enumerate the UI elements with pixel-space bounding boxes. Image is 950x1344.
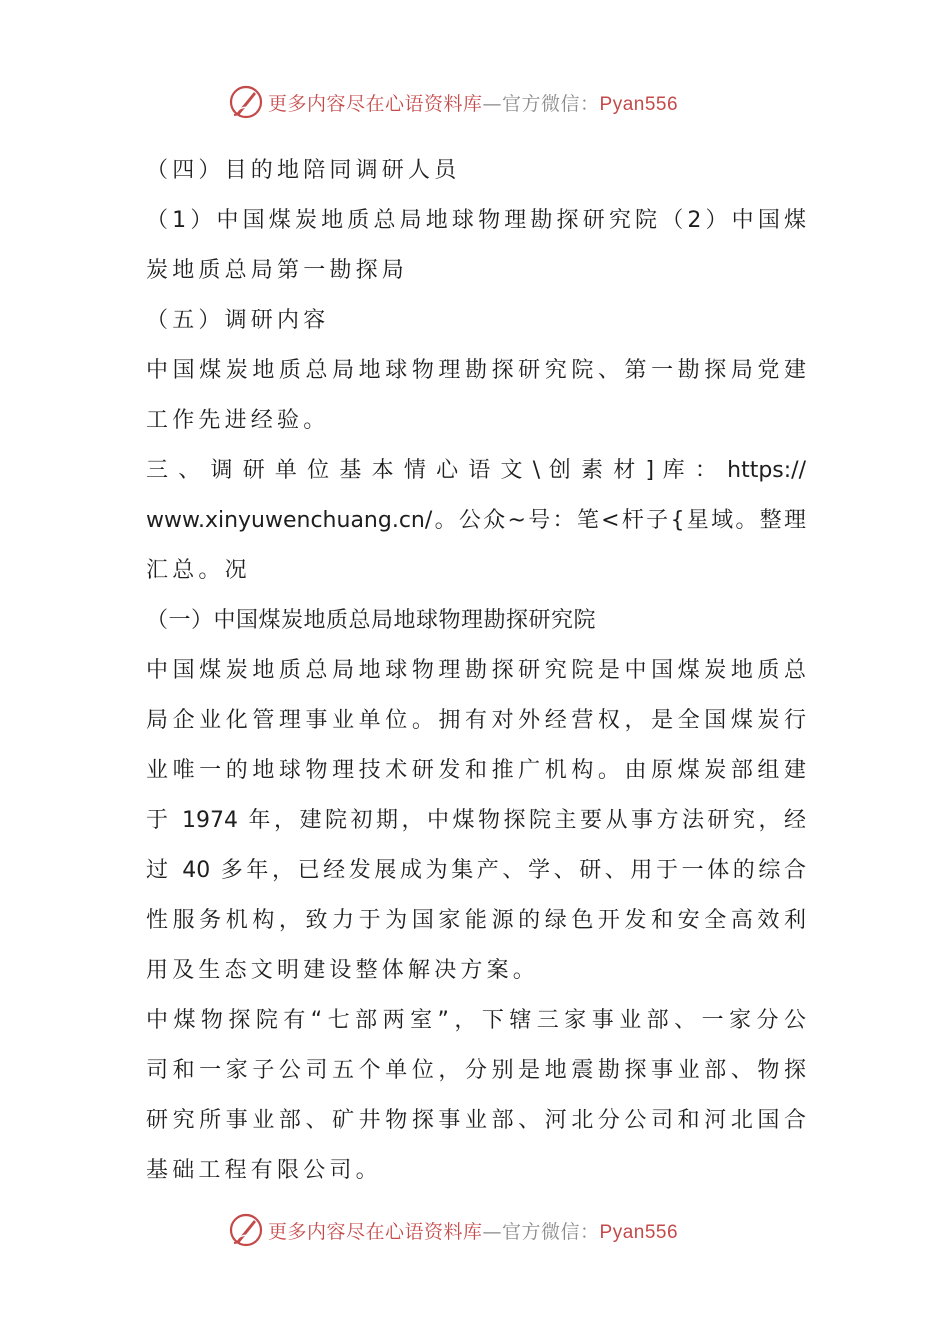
header-banner	[228, 80, 748, 124]
paragraph-line: 司和一家子公司五个单位，分别是地震勘探事业部、物探	[146, 1058, 806, 1083]
paragraph-line: 研究所事业部、矿井物探事业部、河北分公司和河北国合	[146, 1108, 806, 1133]
paragraph-line: 业唯一的地球物理技术研发和推广机构。由原煤炭部组建	[146, 758, 806, 783]
section-heading: （四）目的地陪同调研人员	[146, 158, 461, 183]
paragraph-line: （1）中国煤炭地质总局地球物理勘探研究院（2）中国煤	[146, 208, 806, 233]
paragraph-line: 中煤物探院有“七部两室”，下辖三家事业部、一家分公	[146, 1008, 806, 1033]
paragraph-line: 中国煤炭地质总局地球物理勘探研究院、第一勘探局党建	[146, 358, 806, 383]
paragraph-line: 汇总。况	[146, 558, 251, 583]
footer-banner	[228, 1208, 748, 1252]
banner-main-text: 更多内容尽在心语资料库	[268, 1220, 483, 1243]
quill-logo-icon	[228, 1212, 264, 1248]
paragraph-line: 工作先进经验。	[146, 408, 330, 433]
banner-wechat-label: 官方微信：	[502, 92, 600, 115]
paragraph-line: 中国煤炭地质总局地球物理勘探研究院是中国煤炭地质总	[146, 658, 806, 683]
banner-wechat-id: Pyan556	[599, 1221, 679, 1243]
banner-main-text: 更多内容尽在心语资料库	[268, 92, 483, 115]
banner-text	[268, 89, 678, 116]
paragraph-line: 过 40 多年，已经发展成为集产、学、研、用于一体的综合	[146, 858, 806, 883]
section-heading: 三 、 调 研 单 位 基 本 情 心 语 文 \ 创 素 材 ] 库 ： https://	[146, 458, 806, 483]
banner-separator: —	[482, 92, 503, 115]
paragraph-line: 炭地质总局第一勘探局	[146, 258, 409, 283]
banner-separator: —	[482, 1220, 503, 1243]
document-body	[146, 146, 806, 1196]
section-heading: （五）调研内容	[146, 308, 330, 333]
paragraph-line: 基础工程有限公司。	[146, 1158, 382, 1183]
banner-wechat-id: Pyan556	[599, 93, 679, 115]
banner-wechat-label: 官方微信：	[502, 1220, 600, 1243]
section-heading: （一）中国煤炭地质总局地球物理勘探研究院	[146, 608, 597, 633]
paragraph-line: 于 1974 年，建院初期，中煤物探院主要从事方法研究，经	[146, 808, 806, 833]
paragraph-line: 性服务机构，致力于为国家能源的绿色开发和安全高效利	[146, 908, 806, 933]
paragraph-line: 用及生态文明建设整体解决方案。	[146, 958, 540, 983]
quill-logo-icon	[228, 84, 264, 120]
banner-text	[268, 1217, 678, 1244]
paragraph-line: www.xinyuwenchuang.cn/。公众~号：笔<杆子{星域。整理	[146, 508, 806, 533]
paragraph-line: 局企业化管理事业单位。拥有对外经营权，是全国煤炭行	[146, 708, 806, 733]
